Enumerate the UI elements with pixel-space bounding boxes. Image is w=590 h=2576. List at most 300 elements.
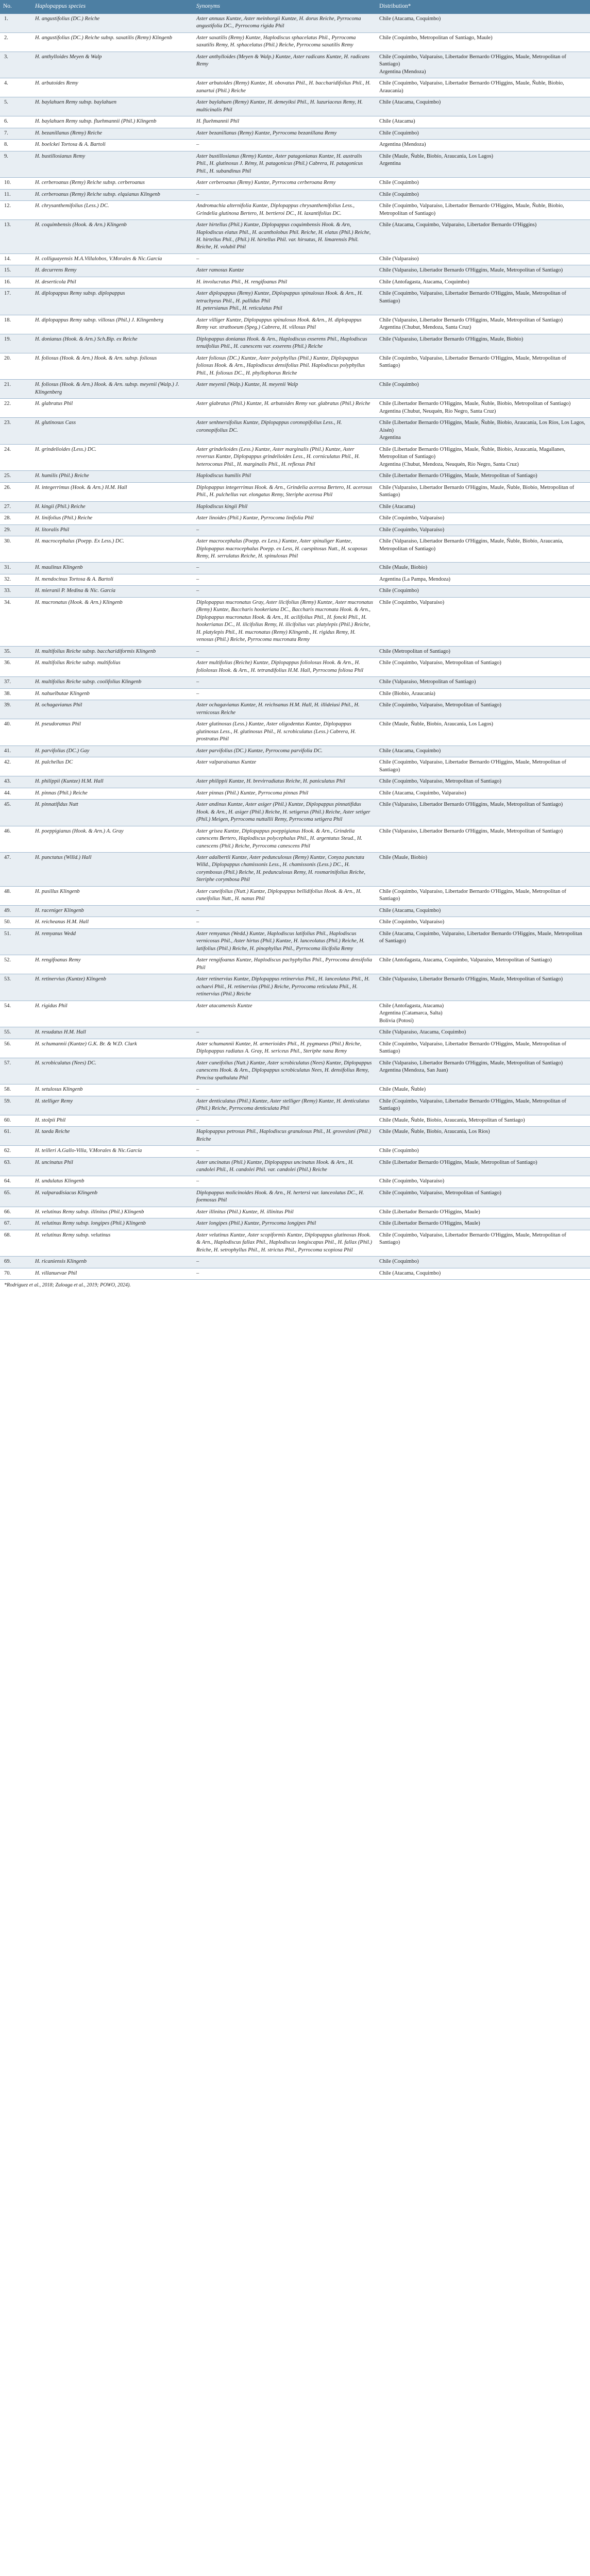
- table-row: [0, 1146, 590, 1157]
- row-number: 70.: [0, 1268, 32, 1279]
- species-name: H. decurrens Remy: [32, 265, 193, 277]
- distribution-cell: Chile (Maule, Ñuble): [376, 1084, 590, 1096]
- distribution-cell: Chile (Valparaíso): [376, 253, 590, 265]
- table-row: [0, 586, 590, 597]
- row-number: 62.: [0, 1146, 32, 1157]
- synonyms-cell: Aster uncinatus (Phil.) Kuntze, Diplopappus uncinatus Hook. & Arn., H. candolei Phil., H. candolei Phil. var. candolei (Phil.) Reiche: [193, 1157, 376, 1176]
- species-name: H. pulchellus DC: [32, 757, 193, 776]
- species-name: H. undulatus Klingenb: [32, 1176, 193, 1188]
- species-name: H. humilis (Phil.) Reiche: [32, 471, 193, 482]
- table-row: [0, 1039, 590, 1058]
- table-body: [0, 14, 590, 1280]
- species-name: H. ochagavianus Phil: [32, 700, 193, 719]
- synonyms-cell: Aster denticulatus (Phil.) Kuntze, Aster stelliger (Remy) Kuntze, H. denticulatus (Phil.) Reiche, Pyrrocoma denticulata Phil: [193, 1096, 376, 1115]
- row-number: 61.: [0, 1127, 32, 1146]
- synonyms-cell: Aster andinus Kuntze, Aster asiger (Phil.) Kuntze, Diplopappus pinnatifidus Hook. & Arn., H. asiger (Phil.) Reiche, H. setigerus (Phil.) Reiche, Aster setiger (Phil.) Meigen, Pyrrocoma nuttallii Remy, Pyrrocoma setigera Phil: [193, 800, 376, 826]
- row-number: 6.: [0, 116, 32, 128]
- species-name: H. velutinus Remy subsp. longipes (Phil.) Klingenb: [32, 1218, 193, 1230]
- synonyms-cell: –: [193, 646, 376, 657]
- table-row: [0, 32, 590, 52]
- species-name: H. linifolius (Phil.) Reiche: [32, 513, 193, 524]
- row-number: 19.: [0, 334, 32, 353]
- distribution-cell: Chile (Antofagasta, Atacama, Coquimbo, Valparaíso, Metropolitan of Santiago): [376, 955, 590, 974]
- species-name: H. parvifolius (DC.) Gay: [32, 745, 193, 757]
- distribution-cell: Chile (Atacama, Coquimbo): [376, 14, 590, 32]
- distribution-cell: Chile (Antofagasta, Atacama) Argentina (Catamarca, Salta) Bolivia (Potosí): [376, 1001, 590, 1027]
- species-name: H. reicheanus H.M. Hall: [32, 917, 193, 928]
- table-footnote: *Rodriguez et al., 2018; Zuloaga et al., 2019; POWO, 2024).: [4, 1282, 131, 1289]
- distribution-cell: Chile (Coquimbo, Valparaíso, Libertador Bernardo O'Higgins, Maule, Metropolitan of Santiago): [376, 353, 590, 379]
- distribution-cell: Chile (Libertador Bernardo O'Higgins, Maule, Ñuble, Biobío, Araucanía, Magallanes, Metropolitan of Santiago) Argentina (Chubut, Mendoza, Neuquén, Río Negro, Santa Cruz): [376, 444, 590, 470]
- row-number: 30.: [0, 536, 32, 563]
- distribution-cell: Chile (Coquimbo, Valparaíso, Libertador Bernardo O'Higgins, Maule, Metropolitan of Santiago): [376, 1230, 590, 1256]
- row-number: 13.: [0, 220, 32, 254]
- table-row: [0, 719, 590, 745]
- distribution-cell: Chile (Coquimbo): [376, 128, 590, 139]
- species-name: H. stelliger Remy: [32, 1096, 193, 1115]
- species-name: H. cerberoanus (Remy) Reiche subsp. cerberoanus: [32, 178, 193, 189]
- synonyms-cell: Diplopappus integerrimus Hook. & Arn., Grindelia acerosa Bertero, H. acerosus Phil., H. pulchellus var. elongatus Remy, Steriphe acerosa Phil: [193, 482, 376, 501]
- table-row: [0, 917, 590, 928]
- table-row: [0, 128, 590, 139]
- synonyms-cell: Aster schumannii Kuntze, H. armerioides Phil., H. pygmaeus (Phil.) Reiche, Diplopappus radiatus A. Gray, H. sericeus Phil., Steriphe nana Remy: [193, 1039, 376, 1058]
- distribution-cell: Chile (Valparaíso, Libertador Bernardo O'Higgins, Maule, Metropolitan of Santiago): [376, 265, 590, 277]
- row-number: 59.: [0, 1096, 32, 1115]
- distribution-cell: Chile (Coquimbo, Valparaíso, Libertador Bernardo O'Higgins, Maule, Ñuble, Biobío, Metropolitan of Santiago): [376, 201, 590, 220]
- species-name: H. cerberoanus (Remy) Reiche subsp. elquianus Klingenb: [32, 189, 193, 200]
- distribution-cell: Chile (Libertador Bernardo O'Higgins, Maule): [376, 1218, 590, 1230]
- row-number: 53.: [0, 974, 32, 1001]
- distribution-cell: Chile (Valparaíso, Libertador Bernardo O'Higgins, Maule, Metropolitan of Santiago): [376, 826, 590, 852]
- distribution-cell: Chile (Coquimbo, Valparaíso, Metropolitan of Santiago): [376, 700, 590, 719]
- species-name: H. foliosus (Hook. & Arn.) Hook. & Arn. subsp. foliosus: [32, 353, 193, 379]
- distribution-cell: Chile (Atacama): [376, 501, 590, 513]
- synonyms-cell: Aster glabratus (Phil.) Kuntze, H. arbutoides Remy var. glabratus (Phil.) Reiche: [193, 399, 376, 418]
- distribution-cell: Chile (Coquimbo, Valparaíso): [376, 513, 590, 524]
- table-row: [0, 253, 590, 265]
- distribution-cell: Chile (Libertador Bernardo O'Higgins, Maule, Metropolitan of Santiago): [376, 471, 590, 482]
- row-number: 38.: [0, 688, 32, 700]
- table-row: [0, 928, 590, 955]
- species-name: H. mendocinus Tortosa & A. Bartoli: [32, 574, 193, 585]
- row-number: 60.: [0, 1115, 32, 1126]
- table-row: [0, 886, 590, 905]
- species-name: H. rengifoanus Remy: [32, 955, 193, 974]
- table-row: [0, 1027, 590, 1039]
- row-number: 64.: [0, 1176, 32, 1188]
- table-row: [0, 905, 590, 917]
- species-name: H. glutinosus Cass: [32, 418, 193, 444]
- row-number: 36.: [0, 658, 32, 677]
- synonyms-cell: Aster longipes (Phil.) Kuntze, Pyrrocoma longipes Phil: [193, 1218, 376, 1230]
- table-row: [0, 289, 590, 315]
- distribution-cell: Chile (Coquimbo, Valparaíso, Metropolitan of Santiago): [376, 776, 590, 788]
- species-name: H. pinnatifidus Nutt: [32, 800, 193, 826]
- distribution-cell: Chile (Maule, Ñuble, Biobío, Araucanía, Los Ríos): [376, 1127, 590, 1146]
- table-row: [0, 399, 590, 418]
- distribution-cell: Chile (Valparaíso, Libertador Bernardo O'Higgins, Maule, Metropolitan of Santiago) Argentina (Mendoza, San Juan): [376, 1058, 590, 1084]
- row-number: 29.: [0, 524, 32, 536]
- synonyms-cell: Aster illinitus (Phil.) Kuntze, H. illinitus Phil: [193, 1207, 376, 1218]
- row-number: 27.: [0, 501, 32, 513]
- distribution-cell: Chile (Biobío, Araucanía): [376, 688, 590, 700]
- synonyms-cell: –: [193, 253, 376, 265]
- table-header: [0, 0, 590, 14]
- distribution-cell: Chile (Coquimbo, Valparaíso, Libertador Bernardo O'Higgins, Maule, Metropolitan of Santiago): [376, 757, 590, 776]
- species-name: H. scrobiculatus (Nees) DC.: [32, 1058, 193, 1084]
- row-number: 40.: [0, 719, 32, 745]
- row-number: 48.: [0, 886, 32, 905]
- species-name: H. anthylloides Meyen & Walp: [32, 52, 193, 78]
- synonyms-cell: Aster villiger Kuntze, Diplopappus spinulosus Hook. &Arn., H. diplopappus Remy var. strathoeum (Speg.) Cabrera, H. villosus Phil: [193, 315, 376, 334]
- species-name: H. ricaniensis Klingenb: [32, 1257, 193, 1268]
- row-number: 5.: [0, 97, 32, 116]
- row-number: 18.: [0, 315, 32, 334]
- row-number: 17.: [0, 289, 32, 315]
- row-number: 12.: [0, 201, 32, 220]
- species-name: H. mucronatus (Hook. & Arn.) Klingenb: [32, 597, 193, 646]
- table-row: [0, 151, 590, 177]
- synonyms-cell: H. fluehmannii Phil: [193, 116, 376, 128]
- distribution-cell: Chile (Valparaíso, Libertador Bernardo O'Higgins, Maule, Metropolitan of Santiago): [376, 974, 590, 1001]
- row-number: 43.: [0, 776, 32, 788]
- species-name: H. philippii (Kuntze) H.M. Hall: [32, 776, 193, 788]
- species-name: H. diplopappus Remy subsp. diplopappus: [32, 289, 193, 315]
- distribution-cell: Chile (Valparaíso, Libertador Bernardo O'Higgins, Maule, Metropolitan of Santiago) Argentina (Chubut, Mendoza, Santa Cruz): [376, 315, 590, 334]
- synonyms-cell: Aster annuus Kuntze, Aster meinhorgii Kuntze, H. dorus Reiche, Pyrrocoma angustifolia DC., Pyrrocoma rigida Phil: [193, 14, 376, 32]
- row-number: 57.: [0, 1058, 32, 1084]
- synonyms-cell: –: [193, 574, 376, 585]
- distribution-cell: Chile (Metropolitan of Santiago): [376, 646, 590, 657]
- table-row: [0, 700, 590, 719]
- synonyms-cell: Aster foliosus (DC.) Kuntze, Aster polyphyllus (Phil.) Kuntze, Diplopappus foliosus Hook. & Arn., Haplodiscus densifolius Phil. Haplodiscus polyphyllus Phil., H. foliosus DC., H. phyllophorus Reiche: [193, 353, 376, 379]
- synonyms-cell: Aster grindelioides (Less.) Kuntze, Aster marginalis (Phil.) Kuntze, Aster reversus Kuntze, Diplopappus grindelioides Less., H. corniculatus Phil., H. heteroconus Phil., H. marginalis Phil., H. reflexus Phil: [193, 444, 376, 470]
- table-row: [0, 140, 590, 151]
- synonyms-cell: Aster bezanillanus (Remy) Kuntze, Pyrrocoma bezanillana Remy: [193, 128, 376, 139]
- row-number: 4.: [0, 78, 32, 97]
- row-number: 16.: [0, 277, 32, 288]
- table-row: [0, 597, 590, 646]
- distribution-cell: Chile (Coquimbo, Valparaíso, Libertador Bernardo O'Higgins, Maule, Metropolitan of Santiago): [376, 1039, 590, 1058]
- synonyms-cell: Aster ramosus Kuntze: [193, 265, 376, 277]
- species-name: H. remyanus Wedd: [32, 928, 193, 955]
- species-name: H. stolpii Phil: [32, 1115, 193, 1126]
- synonyms-cell: –: [193, 1084, 376, 1096]
- distribution-cell: Chile (Atacama, Coquimbo): [376, 745, 590, 757]
- synonyms-cell: –: [193, 905, 376, 917]
- species-name: H. bustillosianus Remy: [32, 151, 193, 177]
- distribution-cell: Chile (Coquimbo, Valparaíso, Metropolitan of Santiago): [376, 1188, 590, 1207]
- table-row: [0, 1257, 590, 1268]
- synonyms-cell: –: [193, 677, 376, 688]
- species-name: H. angustifolius (DC.) Reiche subsp. saxatilis (Remy) Klingenb: [32, 32, 193, 52]
- row-number: 22.: [0, 399, 32, 418]
- synonyms-cell: Aster remyanus (Wedd.) Kuntze, Haplodiscus latifolius Phil., Haplodiscus vernicosus Phil., Aster hirtus (Phil.) Kuntze, H. lanceolatus (Phil.) Reiche, H. latifolius (Phil.) Reiche, H. pinophyllus Phil., Pyrrocoma ilicifolia Remy: [193, 928, 376, 955]
- table-row: [0, 658, 590, 677]
- synonyms-cell: H. involucratus Phil., H. rengifoanus Phil: [193, 277, 376, 288]
- species-name: H. grindelioides (Less.) DC.: [32, 444, 193, 470]
- row-number: 42.: [0, 757, 32, 776]
- row-number: 3.: [0, 52, 32, 78]
- distribution-cell: Chile (Valparaíso, Libertador Bernardo O'Higgins, Maule, Ñuble, Biobío, Metropolitan of Santiago): [376, 482, 590, 501]
- table-row: [0, 955, 590, 974]
- distribution-cell: Chile (Coquimbo, Metropolitan of Santiago, Maule): [376, 32, 590, 52]
- table-row: [0, 444, 590, 470]
- species-name: H. maulinus Klingenb: [32, 563, 193, 574]
- distribution-cell: Chile (Coquimbo): [376, 178, 590, 189]
- table-row: [0, 513, 590, 524]
- synonyms-cell: –: [193, 563, 376, 574]
- distribution-cell: Chile (Atacama, Coquimbo): [376, 1268, 590, 1279]
- table-row: [0, 1207, 590, 1218]
- row-number: 14.: [0, 253, 32, 265]
- row-number: 46.: [0, 826, 32, 852]
- synonyms-cell: –: [193, 1268, 376, 1279]
- synonyms-cell: –: [193, 586, 376, 597]
- distribution-cell: Chile (Coquimbo): [376, 189, 590, 200]
- table-row: [0, 201, 590, 220]
- species-name: H. raceniger Klingenb: [32, 905, 193, 917]
- synonyms-cell: Aster adalbertii Kuntze, Aster pedunculosus (Remy) Kuntze, Conyza punctata Willd., Diplopappus chamissonis Less., H. chamissonis (Less.) DC., H. corymbosus (Phil.) Reiche, H. pedunculosus Remy, H. rosmarinifolius Reiche, Steriphe corymbosa Phil: [193, 853, 376, 887]
- synonyms-cell: Aster glutinosus (Less.) Kuntze, Aster oligodentus Kuntze, Diplopappus glutinosus Less., H. glutinosus Phil., H. scrobiculatus (Less.) Cabrera, H. prostratus Phil: [193, 719, 376, 745]
- row-number: 33.: [0, 586, 32, 597]
- table-row: [0, 97, 590, 116]
- species-name: H. baylahuen Remy subsp. baylahuen: [32, 97, 193, 116]
- synonyms-cell: Aster senhnersifolius Kuntze, Diplopappus coronopifolius Less., H. coronopifolius DC.: [193, 418, 376, 444]
- table-row: [0, 1001, 590, 1027]
- table-row: [0, 353, 590, 379]
- row-number: 54.: [0, 1001, 32, 1027]
- synonyms-cell: Aster pinnas (Phil.) Kuntze, Pyrrocoma pinnas Phil: [193, 788, 376, 799]
- table-row: [0, 1268, 590, 1279]
- row-number: 56.: [0, 1039, 32, 1058]
- synonyms-cell: Aster diplopappus (Remy) Kuntze, Diplopappus spinulosus Hook. & Arn., H. tetrachyeus Phil., H. pallidus Phil H. petersianus Phil., H. reticulatus Phil: [193, 289, 376, 315]
- species-name: H. taeda Reiche: [32, 1127, 193, 1146]
- row-number: 63.: [0, 1157, 32, 1176]
- row-number: 32.: [0, 574, 32, 585]
- species-name: H. punctatus (Willd.) Hall: [32, 853, 193, 887]
- species-name: H. nahuelbutae Klingenb: [32, 688, 193, 700]
- species-name: H. rigidus Phil: [32, 1001, 193, 1027]
- header-species: Haplopappus species: [32, 0, 193, 14]
- distribution-cell: Chile (Libertador Bernardo O'Higgins, Maule, Metropolitan of Santiago): [376, 1157, 590, 1176]
- row-number: 1.: [0, 14, 32, 32]
- species-name: H. multifolius Reiche subsp. baccharidiformis Klingenb: [32, 646, 193, 657]
- synonyms-cell: Aster saxatilis (Remy) Kuntze, Haplodiscus sphacelatus Phil., Pyrrocoma saxatilis Remy, H. sphacelatus (Phil.) Reiche, Pyrrocoma saxatilis Remy: [193, 32, 376, 52]
- row-number: 49.: [0, 905, 32, 917]
- species-name: H. angustifolius (DC.) Reiche: [32, 14, 193, 32]
- table-row: [0, 563, 590, 574]
- synonyms-cell: Aster macrocephalus (Poepp. ex Less.) Kuntze, Aster spinuliger Kuntze, Diplopappus macrocephalus Poepp. ex Less, H. caespitosus Nutt., H. scaposus Remy, H. serrulatus Reiche, H. spinulosus Phil: [193, 536, 376, 563]
- synonyms-cell: –: [193, 688, 376, 700]
- row-number: 65.: [0, 1188, 32, 1207]
- synonyms-cell: –: [193, 1146, 376, 1157]
- table-row: [0, 315, 590, 334]
- table-row: [0, 688, 590, 700]
- table-row: [0, 1058, 590, 1084]
- distribution-cell: Chile (Valparaíso, Atacama, Coquimbo): [376, 1027, 590, 1039]
- species-name: H. retinervius (Kuntze) Klingenb: [32, 974, 193, 1001]
- table-row: [0, 1096, 590, 1115]
- distribution-cell: Chile (Coquimbo, Valparaíso, Libertador Bernardo O'Higgins, Maule, Metropolitan of Santiago): [376, 289, 590, 315]
- distribution-cell: Argentina (La Pampa, Mendoza): [376, 574, 590, 585]
- synonyms-cell: Aster grisea Kuntze, Diplopappus poeppigianus Hook. & Arn., Grindelia canescens Bertero, Haplodiscus polycephalus Phil., H. argentatus Steud., H. canescens (Phil.) Reiche, Pyrrocoma canescens Phil: [193, 826, 376, 852]
- row-number: 39.: [0, 700, 32, 719]
- row-number: 15.: [0, 265, 32, 277]
- table-row: [0, 745, 590, 757]
- synonyms-cell: Aster anthylloides (Meyen & Walp.) Kuntze, Aster radicans Kuntze, H. radicans Remy: [193, 52, 376, 78]
- synonyms-cell: Aster hirtellus (Phil.) Kuntze, Diplopappus coquimbensis Hook. & Arn, Haplodiscus elatus Phil., H. acantholobus Phil. Reiche, H. elatus (Phil.) Reiche, H. hirtellus Phil., (Phil.) H. hirtellus Phil. var. hirsutus, H. limarensis Phil. Reiche, H. volubil Phil: [193, 220, 376, 254]
- row-number: 9.: [0, 151, 32, 177]
- distribution-cell: Chile (Atacama, Coquimbo, Valparaíso, Libertador Bernardo O'Higgins, Maule, Metropolitan of Santiago): [376, 928, 590, 955]
- row-number: 37.: [0, 677, 32, 688]
- species-name: H. velutinus Remy subsp. velutinus: [32, 1230, 193, 1256]
- row-number: 23.: [0, 418, 32, 444]
- table-row: [0, 265, 590, 277]
- distribution-cell: Chile (Coquimbo, Valparaíso): [376, 597, 590, 646]
- species-name: H. foliosus (Hook. & Arn.) Hook. & Arn. subsp. meyenii (Walp.) J. Klingenberg: [32, 380, 193, 399]
- table-row: [0, 501, 590, 513]
- synonyms-cell: Aster retinervius Kuntze, Diplopappus retinervius Phil., H. lanceolatus Phil., H. ochaevi Phil., H. retinervius (Phil.) Reiche, Pyrrocoma reticulata Phil., H. retinervius (Phil.) Reiche: [193, 974, 376, 1001]
- synonyms-cell: –: [193, 140, 376, 151]
- row-number: 44.: [0, 788, 32, 799]
- synonyms-cell: Aster atacamensis Kuntze: [193, 1001, 376, 1027]
- distribution-cell: Chile (Atacama, Coquimbo): [376, 905, 590, 917]
- table-row: [0, 1084, 590, 1096]
- species-name: H. poeppigianus (Hook. & Arn.) A. Gray: [32, 826, 193, 852]
- species-name: H. pinnas (Phil.) Reiche: [32, 788, 193, 799]
- table-row: [0, 800, 590, 826]
- species-name: H. teilleri A.Gallo-Villa, V.Morales & Nic.García: [32, 1146, 193, 1157]
- distribution-cell: Chile (Maule, Ñuble, Biobío, Araucanía, Los Lagos) Argentina: [376, 151, 590, 177]
- row-number: 34.: [0, 597, 32, 646]
- synonyms-cell: –: [193, 1176, 376, 1188]
- synonyms-cell: Aster meyenii (Walp.) Kuntze, H. meyenii Walp: [193, 380, 376, 399]
- row-number: 66.: [0, 1207, 32, 1218]
- row-number: 25.: [0, 471, 32, 482]
- distribution-cell: Chile (Antofagasta, Atacama, Coquimbo): [376, 277, 590, 288]
- species-name: H. diplopappus Remy subsp. villosus (Phil.) J. Klingenberg: [32, 315, 193, 334]
- header-distribution: Distribution*: [376, 0, 590, 14]
- species-name: H. multifolius Reiche subsp. multifolius: [32, 658, 193, 677]
- table-row: [0, 757, 590, 776]
- table-row: [0, 574, 590, 585]
- species-name: H. schumannii (Kuntze) G.K. Br. & W.D. Clark: [32, 1039, 193, 1058]
- table-row: [0, 116, 590, 128]
- synonyms-cell: Aster bustillosianus (Remy) Kuntze, Aster patagonianus Kuntze, H. australis Phil., H. glutinosus J. Rémy, H. patagonicus (Phil.) Cabrera, H. patagonicus Phil., H. subandinus Phil: [193, 151, 376, 177]
- species-name: H. baylahuen Remy subsp. fluehmannii (Phil.) Klingenb: [32, 116, 193, 128]
- synonyms-cell: –: [193, 1257, 376, 1268]
- distribution-cell: Chile (Coquimbo, Valparaíso, Metropolitan of Santiago): [376, 658, 590, 677]
- synonyms-cell: –: [193, 917, 376, 928]
- table-row: [0, 220, 590, 254]
- row-number: 10.: [0, 178, 32, 189]
- synonyms-cell: Aster valparaisanus Kuntze: [193, 757, 376, 776]
- synonyms-cell: Aster velutinus Kuntze, Aster scopiformis Kuntze, Diplopappus glutinosus Hook. & Arn., Haplodiscus fallax Phil., Haplodiscus longiscapus Phil., H. fallax (Phil.) Reiche, H. setrophyllus Phil., H. strictus Phil., Pyrrocoma scopiosa Phil: [193, 1230, 376, 1256]
- synonyms-cell: Haplodiscus humilis Phil: [193, 471, 376, 482]
- table-row: [0, 853, 590, 887]
- distribution-cell: Chile (Coquimbo, Valparaíso, Libertador Bernardo O'Higgins, Maule, Metropolitan of Santiago): [376, 886, 590, 905]
- row-number: 68.: [0, 1230, 32, 1256]
- table-row: [0, 646, 590, 657]
- distribution-cell: Chile (Libertador Bernardo O'Higgins, Maule, Ñuble, Biobío, Araucanía, Los Ríos, Los Lagos, Aisén) Argentina: [376, 418, 590, 444]
- distribution-cell: Chile (Coquimbo, Valparaíso): [376, 1176, 590, 1188]
- synonyms-cell: Aster rengifoanus Kuntze, Haplodiscus pachyphyllus Phil., Pyrrocoma densifolia Phil: [193, 955, 376, 974]
- species-name: H. glabratus Phil: [32, 399, 193, 418]
- synonyms-cell: Diplopappus molicinoides Hook. & Arn., H. hertersi var. lanceolatus DC., H. foemosus Phil: [193, 1188, 376, 1207]
- synonyms-cell: Aster baylahuen (Remy) Kuntze, H. demeyiksi Phil., H. luzuriaceus Remy, H. multicinalis Phil: [193, 97, 376, 116]
- synonyms-cell: Aster ochagavianus Kuntze, H. reichsanus H.M. Hall, H. illideiusi Phil., H. vernicosus Reiche: [193, 700, 376, 719]
- row-number: 41.: [0, 745, 32, 757]
- row-number: 45.: [0, 800, 32, 826]
- distribution-cell: Chile (Valparaíso, Libertador Bernardo O'Higgins, Maule, Metropolitan of Santiago): [376, 800, 590, 826]
- species-name: H. donianus (Hook. & Arn.) Sch.Bip. ex Reiche: [32, 334, 193, 353]
- row-number: 11.: [0, 189, 32, 200]
- synonyms-cell: Aster cerberoanus (Remy) Kuntze, Pyrrocoma cerberoana Remy: [193, 178, 376, 189]
- distribution-cell: Chile (Coquimbo, Valparaíso): [376, 524, 590, 536]
- row-number: 7.: [0, 128, 32, 139]
- table-row: [0, 52, 590, 78]
- species-name: H. setulosus Klingenb: [32, 1084, 193, 1096]
- table-row: [0, 1230, 590, 1256]
- synonyms-cell: Diplopappus donianus Hook. & Arn., Haplodiscus exserens Phil., Haplodiscus tenuifolius Phil., H. canescens var. exserens (Phil.) Reiche: [193, 334, 376, 353]
- row-number: 20.: [0, 353, 32, 379]
- table-row: [0, 178, 590, 189]
- synonyms-cell: Diplopappus mucronatus Gray, Aster ilicifolius (Remy) Kuntze, Aster mucronatus (Remy) Kuntze, Baccharis hookeriana DC., Baccharis mucronata Hook. & Arn., Diplopappus mucronatus Hook. & Arn., H. acilifolius Phil., H. foncki Phil., H. hookerianus DC., H. ilicifolius Remy, H. ilicifolius var. platylepis (Phil.) Reiche, H. platylepis Phil., H. mucronatus (Remy) Klingenb., H. rigidus Remy, H. venosus (Phil.) Reiche, Pyrrocoma mucronata Remy: [193, 597, 376, 646]
- table-row: [0, 14, 590, 32]
- header-no: No.: [0, 0, 32, 14]
- species-name: H. colliguayensis M.A.Villalobos, V.Morales & Nic.García: [32, 253, 193, 265]
- table-row: [0, 1115, 590, 1126]
- synonyms-cell: Aster parvifolius (DC.) Kuntze, Pyrrocoma parvifolia DC.: [193, 745, 376, 757]
- table-row: [0, 826, 590, 852]
- distribution-cell: Chile (Libertador Bernardo O'Higgins, Maule): [376, 1207, 590, 1218]
- row-number: 47.: [0, 853, 32, 887]
- table-row: [0, 524, 590, 536]
- distribution-cell: Chile (Coquimbo, Valparaíso, Libertador Bernardo O'Higgins, Maule, Metropolitan of Santiago): [376, 1096, 590, 1115]
- distribution-cell: Chile (Atacama, Coquimbo, Valparaíso, Libertador Bernardo O'Higgins): [376, 220, 590, 254]
- species-name: H. chrysanthemifolius (Less.) DC.: [32, 201, 193, 220]
- synonyms-cell: Aster cuneifolius (Nutt.) Kuntze, Diplopappus bellidifolius Hook. & Arn., H. cuneifolius Nutt., H. nanus Phil: [193, 886, 376, 905]
- row-number: 58.: [0, 1084, 32, 1096]
- distribution-cell: Chile (Coquimbo, Valparaíso): [376, 917, 590, 928]
- synonyms-cell: Andromachia alternifolia Kuntze, Diplopappus chrysanthemifolius Less., Grindelia glutinosa Bertero, H. bertieroi DC., H. laxantifolius DC.: [193, 201, 376, 220]
- species-name: H. kingii (Phil.) Reiche: [32, 501, 193, 513]
- synonyms-cell: Haplodiscus kingii Phil: [193, 501, 376, 513]
- table-row: [0, 788, 590, 799]
- row-number: 67.: [0, 1218, 32, 1230]
- synonyms-cell: –: [193, 1027, 376, 1039]
- species-name: H. villanuevae Phil: [32, 1268, 193, 1279]
- distribution-cell: Chile (Coquimbo): [376, 1257, 590, 1268]
- species-name: H. multifolius Reiche subsp. coolifolius Klingenb: [32, 677, 193, 688]
- species-name: H. integerrimus (Hook. & Arn.) H.M. Hall: [32, 482, 193, 501]
- row-number: 8.: [0, 140, 32, 151]
- synonyms-cell: Aster multifolius (Reiche) Kuntze, Diplopappus foliolosus Hook. & Arn., H. foliolosus Hook. & Arn., H. tetrandifolius H.M. Hall, Pyrrocoma foliosa Phil: [193, 658, 376, 677]
- table-row: [0, 1218, 590, 1230]
- row-number: 69.: [0, 1257, 32, 1268]
- table-row: [0, 380, 590, 399]
- row-number: 55.: [0, 1027, 32, 1039]
- species-name: H. pusillus Klingenb: [32, 886, 193, 905]
- synonyms-cell: Aster philippii Kuntze, H. brevirradiatus Reiche, H. paniculatus Phil: [193, 776, 376, 788]
- species-name: H. macrocephalus (Poepp. Ex Less.) DC.: [32, 536, 193, 563]
- synonyms-cell: Aster linoides (Phil.) Kuntze, Pyrrocoma linifolia Phil: [193, 513, 376, 524]
- row-number: 50.: [0, 917, 32, 928]
- distribution-cell: Chile (Coquimbo, Valparaíso, Libertador Bernardo O'Higgins, Maule, Ñuble, Biobío, Araucanía): [376, 78, 590, 97]
- table-row: [0, 471, 590, 482]
- species-name: H. boelckei Tortosa & A. Bartoli: [32, 140, 193, 151]
